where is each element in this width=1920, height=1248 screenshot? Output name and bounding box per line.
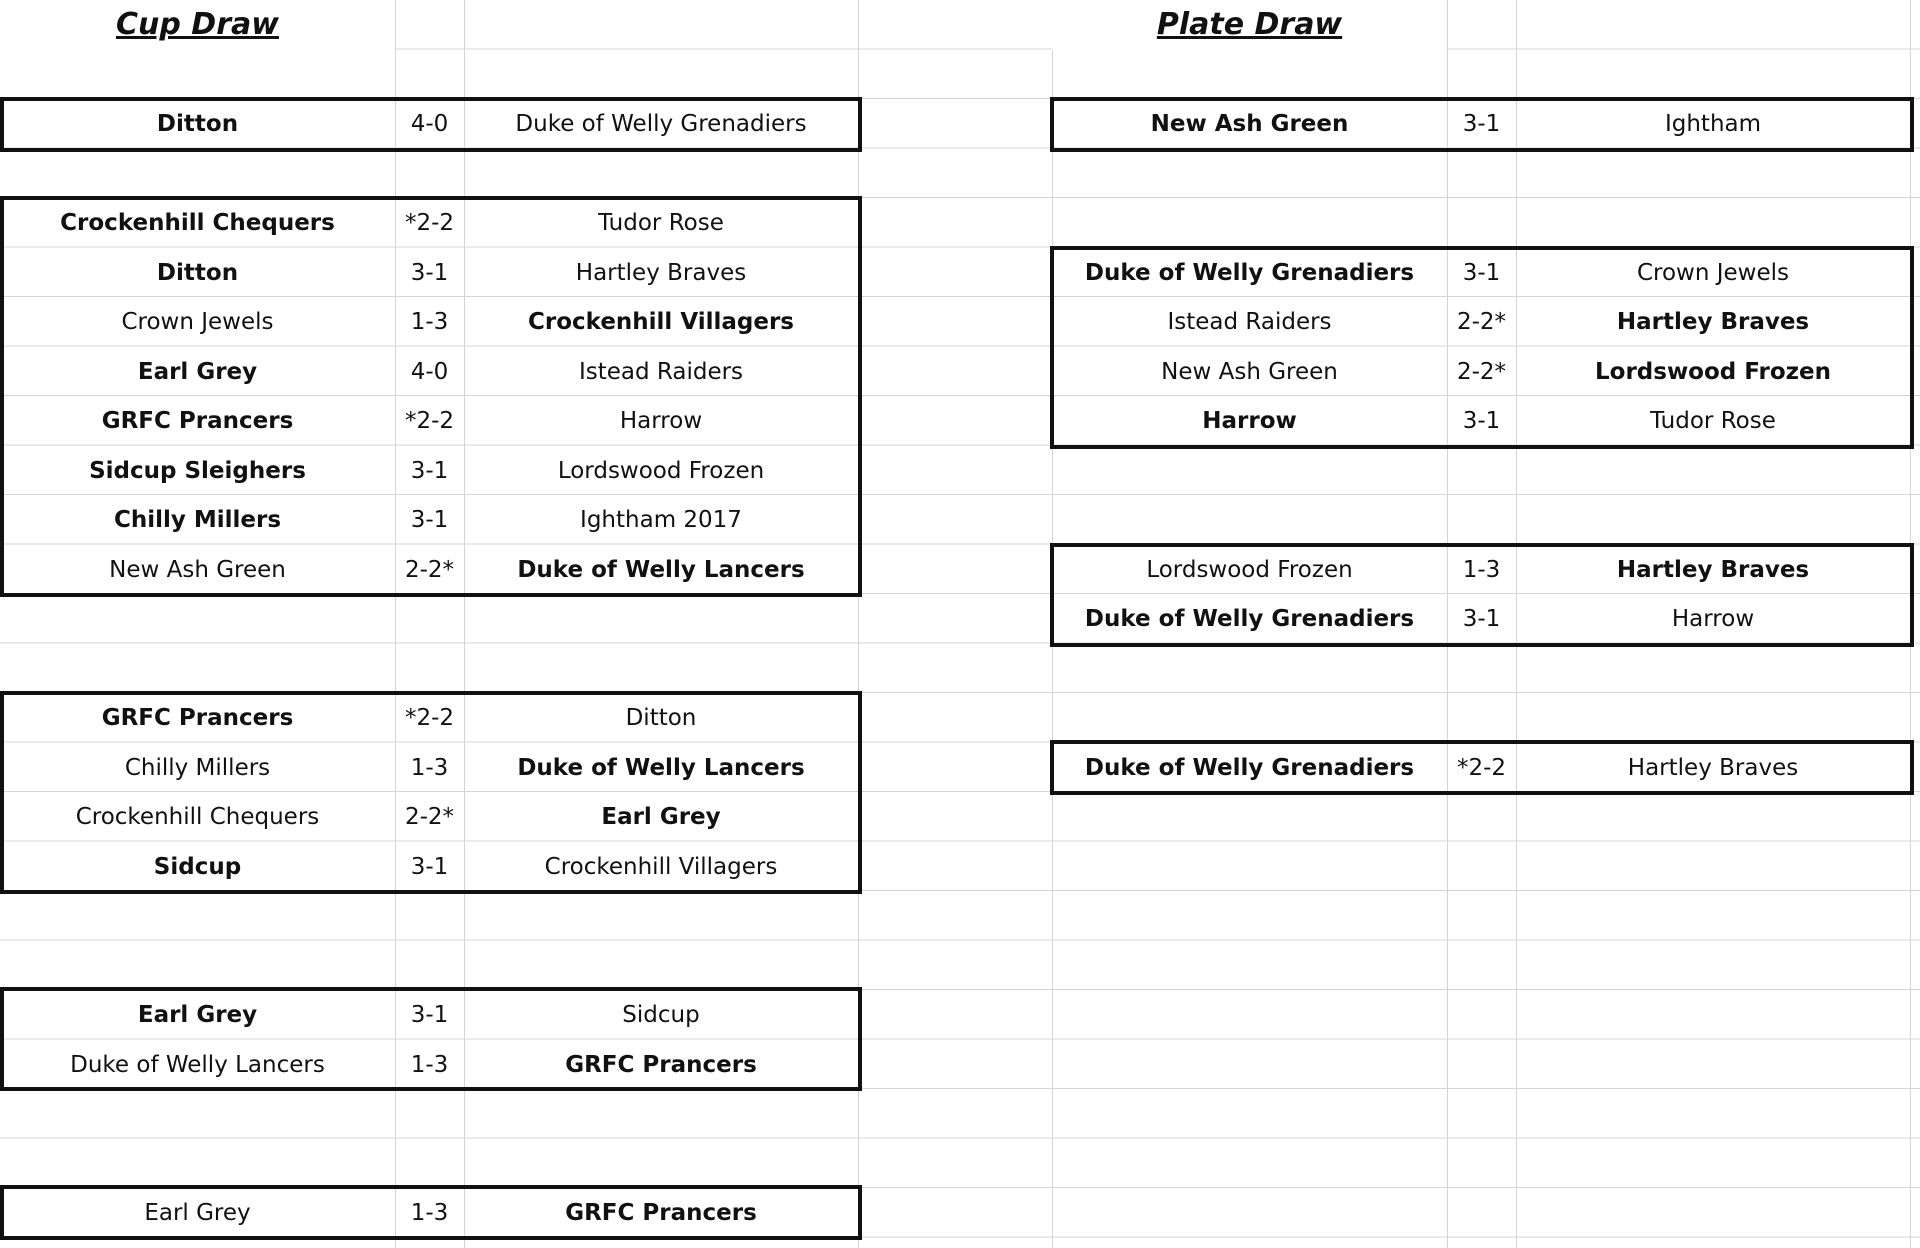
away-team[interactable]: Crockenhill Villagers [544,853,778,880]
match-score[interactable]: 3-1 [410,1002,449,1028]
home-team[interactable]: Sidcup Sleighers [89,457,306,484]
home-team[interactable]: Sidcup [153,853,242,880]
match-score[interactable]: 1-3 [410,309,449,335]
home-team[interactable]: Istead Raiders [1167,309,1332,335]
match-score[interactable]: 1-3 [410,754,449,781]
match-score[interactable]: 3-1 [410,507,449,533]
away-team[interactable]: Tudor Rose [1650,408,1776,434]
match-score[interactable]: 3-1 [410,457,449,484]
match-score[interactable]: 1-3 [1462,556,1501,583]
away-team[interactable]: Duke of Welly Lancers [517,556,805,583]
away-team[interactable]: GRFC Prancers [565,1051,757,1078]
home-team[interactable]: Duke of Welly Grenadiers [1084,754,1415,781]
home-team[interactable]: Lordswood Frozen [1146,556,1353,583]
home-team[interactable]: Harrow [1202,408,1297,434]
away-team[interactable]: Hartley Braves [575,259,747,286]
plate-draw-title: Plate Draw [1052,0,1447,50]
match-score[interactable]: 2-2* [1456,358,1507,385]
home-team[interactable]: New Ash Green [1161,358,1338,385]
match-score[interactable]: 1-3 [410,1200,449,1226]
home-team[interactable]: Duke of Welly Lancers [70,1051,325,1078]
home-team[interactable]: Duke of Welly Grenadiers [1084,259,1415,286]
home-team[interactable]: Crockenhill Chequers [60,210,335,236]
away-team[interactable]: Harrow [1671,606,1755,632]
match-score[interactable]: 1-3 [410,1051,449,1078]
home-team[interactable]: GRFC Prancers [101,705,294,731]
plate-quarter-finals-box [1050,246,1914,449]
away-team[interactable]: Earl Grey [601,804,721,830]
cup-draw-title: Cup Draw [0,0,395,50]
home-team[interactable]: Earl Grey [137,1002,258,1028]
away-team[interactable]: GRFC Prancers [565,1200,757,1226]
away-team[interactable]: Duke of Welly Lancers [517,754,805,781]
match-score[interactable]: 2-2* [404,804,455,830]
cup-round-2-box [0,196,862,597]
home-team[interactable]: Crockenhill Chequers [75,804,320,830]
away-team[interactable]: Istead Raiders [578,358,744,385]
away-team[interactable]: Lordswood Frozen [1594,358,1832,385]
away-team[interactable]: Sidcup [622,1002,700,1028]
match-score[interactable]: *2-2 [1456,754,1507,781]
away-team[interactable]: Tudor Rose [598,210,724,236]
plate-semi-finals-box [1050,543,1914,647]
home-team[interactable]: Ditton [156,111,239,137]
away-team[interactable]: Hartley Braves [1616,556,1810,583]
away-team[interactable]: Crockenhill Villagers [527,309,794,335]
home-team[interactable]: Earl Grey [137,358,258,385]
cup-semi-finals-box [0,987,862,1091]
match-score[interactable]: 3-1 [1462,606,1501,632]
away-team[interactable]: Ditton [625,705,697,731]
cup-round-1-box [0,97,862,152]
home-team[interactable]: Chilly Millers [124,754,271,781]
match-score[interactable]: 3-1 [1462,259,1501,286]
home-team[interactable]: Chilly Millers [113,507,282,533]
away-team[interactable]: Crown Jewels [1636,259,1790,286]
match-score[interactable]: 2-2* [1456,309,1507,335]
away-team[interactable]: Ightham [1664,111,1762,137]
match-score[interactable]: 3-1 [1462,408,1501,434]
away-team[interactable]: Lordswood Frozen [557,457,765,484]
cup-quarter-finals-box [0,691,862,894]
home-team[interactable]: Earl Grey [144,1200,251,1226]
match-score[interactable]: *2-2 [404,408,455,434]
away-team[interactable]: Ightham 2017 [580,507,742,533]
away-team[interactable]: Hartley Braves [1627,754,1799,781]
match-score[interactable]: *2-2 [404,210,455,236]
home-team[interactable]: Crown Jewels [121,309,274,335]
home-team[interactable]: Ditton [156,259,239,286]
plate-final-box [1050,740,1914,795]
away-team[interactable]: Duke of Welly Grenadiers [515,111,807,137]
match-score[interactable]: *2-2 [404,705,455,731]
cup-final-box [0,1185,862,1240]
home-team[interactable]: Duke of Welly Grenadiers [1084,606,1415,632]
match-score[interactable]: 4-0 [410,111,449,137]
plate-round-1-box [1050,97,1914,152]
match-score[interactable]: 3-1 [410,259,449,286]
match-score[interactable]: 3-1 [410,853,449,880]
match-score[interactable]: 3-1 [1462,111,1501,137]
match-score[interactable]: 4-0 [410,358,449,385]
home-team[interactable]: New Ash Green [1150,111,1349,137]
match-score[interactable]: 2-2* [404,556,455,583]
away-team[interactable]: Hartley Braves [1616,309,1810,335]
home-team[interactable]: GRFC Prancers [101,408,294,434]
home-team[interactable]: New Ash Green [109,556,286,583]
away-team[interactable]: Harrow [619,408,703,434]
